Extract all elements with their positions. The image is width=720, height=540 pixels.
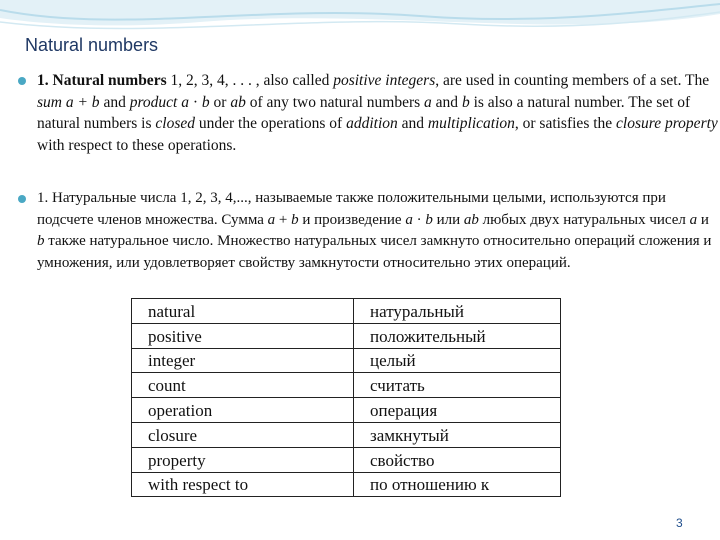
term-en: natural	[132, 299, 354, 324]
table-row	[132, 348, 561, 373]
term-en: closure	[132, 422, 354, 447]
table-row	[132, 398, 561, 423]
term-en: integer	[132, 348, 354, 373]
table-row	[132, 299, 561, 324]
term-ru: натуральный	[354, 299, 561, 324]
term-ru: свойство	[354, 447, 561, 472]
term-en: property	[132, 447, 354, 472]
vocabulary-table	[131, 298, 561, 497]
russian-paragraph: 1. Натуральные числа 1, 2, 3, 4,..., называемые также положительными целыми, используются при подсчете членов множества. Сумма a + b и произведение a · b или ab любых двух натуральных чисел a и b также натуральное число. Множество натуральных чисел замкнуто относительно операций сложения и умножения, или удовлетворяет свойству замкнутости относительно этих операций.	[18, 188, 718, 274]
table-row	[132, 373, 561, 398]
table-row	[132, 472, 561, 497]
term-ru: целый	[354, 348, 561, 373]
term-ru: положительный	[354, 323, 561, 348]
table-row	[132, 323, 561, 348]
page-number: 3	[676, 516, 683, 530]
term-en: with respect to	[132, 472, 354, 497]
table-row	[132, 447, 561, 472]
term-ru: операция	[354, 398, 561, 423]
term-en: count	[132, 373, 354, 398]
table-row	[132, 422, 561, 447]
bullet-icon	[18, 195, 26, 203]
term-ru: замкнутый	[354, 422, 561, 447]
term-ru: по отношению к	[354, 472, 561, 497]
bullet-icon	[18, 77, 26, 85]
term-ru: считать	[354, 373, 561, 398]
term-en: operation	[132, 398, 354, 423]
slide-title: Natural numbers	[25, 35, 159, 55]
term-en: positive	[132, 323, 354, 348]
english-paragraph: 1. Natural numbers 1, 2, 3, 4, . . . , also called positive integers, are used in counting members of a set. The sum a + b and product a · b or ab of any two natural numbers a and b is also a natural number. The set of natural numbers is closed under the operations of addition and multiplication, or satisfies the closure property with respect to these operations.	[18, 70, 718, 156]
